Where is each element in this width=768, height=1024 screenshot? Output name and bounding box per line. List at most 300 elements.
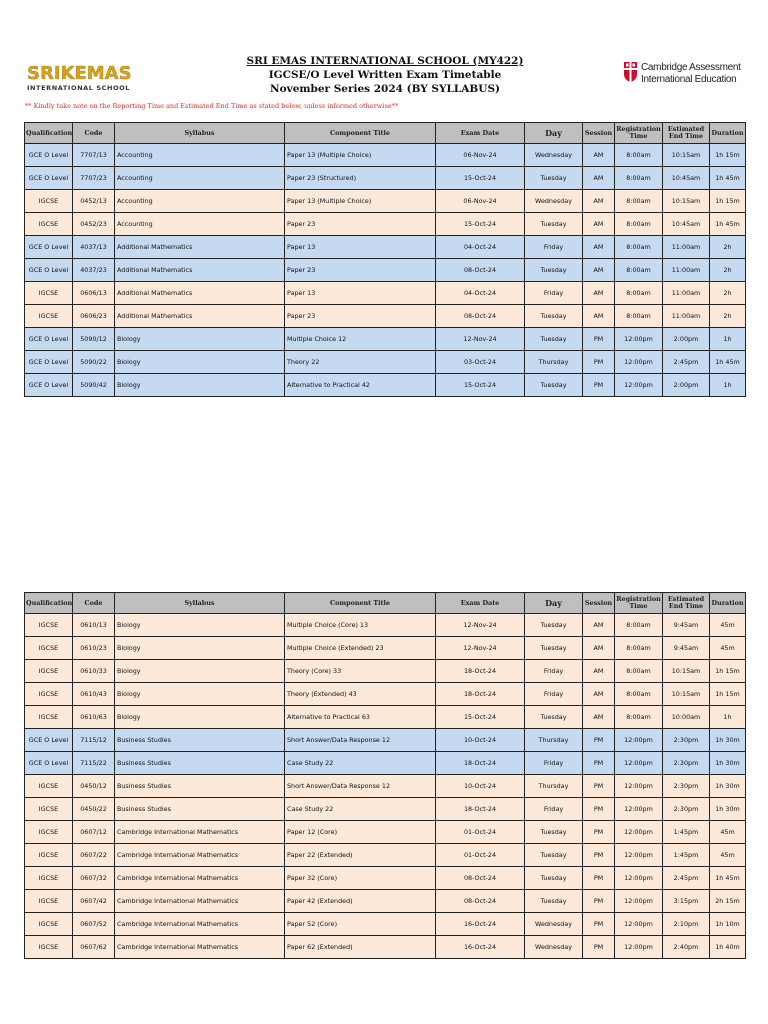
cell-code: 0607/52 [73, 913, 115, 936]
cell-code: 0610/63 [73, 706, 115, 729]
cell-day: Tuesday [525, 614, 583, 637]
cell-component-title: Multiple Choice (Core) 13 [285, 614, 436, 637]
school-name: SRI EMAS INTERNATIONAL SCHOOL (MY422) [246, 55, 524, 67]
cell-syllabus: Biology [115, 328, 285, 351]
table-row [25, 328, 746, 351]
cell-estimated-end-time: 10:15am [663, 683, 710, 706]
cell-exam-date: 01-Oct-24 [436, 821, 525, 844]
timetable-title: IGCSE/O Level Written Exam Timetable [268, 69, 502, 81]
cell-duration: 1h 10m [710, 913, 746, 936]
cell-session: PM [583, 328, 615, 351]
table-row [25, 167, 746, 190]
cell-estimated-end-time: 11:00am [663, 282, 710, 305]
cell-component-title: Paper 23 [285, 213, 436, 236]
cell-duration: 2h [710, 282, 746, 305]
cell-code: 0452/23 [73, 213, 115, 236]
cell-duration: 1h [710, 706, 746, 729]
cell-session: PM [583, 913, 615, 936]
cell-session: PM [583, 729, 615, 752]
cell-syllabus: Biology [115, 706, 285, 729]
cell-session: AM [583, 614, 615, 637]
document-header [200, 54, 570, 96]
cell-duration: 45m [710, 844, 746, 867]
cell-code: 4037/13 [73, 236, 115, 259]
cell-day: Tuesday [525, 844, 583, 867]
cell-estimated-end-time: 10:15am [663, 660, 710, 683]
cell-day: Tuesday [525, 328, 583, 351]
cell-estimated-end-time: 2:10pm [663, 913, 710, 936]
cell-estimated-end-time: 2:00pm [663, 328, 710, 351]
column-header-registration-time: Registration Time [615, 123, 663, 144]
cell-syllabus: Biology [115, 637, 285, 660]
timetable-table-2 [24, 592, 746, 959]
cell-session: PM [583, 351, 615, 374]
cell-estimated-end-time: 11:00am [663, 259, 710, 282]
cell-duration: 2h [710, 236, 746, 259]
cell-day: Tuesday [525, 259, 583, 282]
cell-exam-date: 08-Oct-24 [436, 259, 525, 282]
cell-day: Friday [525, 683, 583, 706]
cell-qualification: GCE O Level [25, 167, 73, 190]
cell-syllabus: Accounting [115, 213, 285, 236]
cambridge-logo-line1: Cambridge Assessment [641, 62, 741, 73]
cell-duration: 45m [710, 614, 746, 637]
cell-day: Tuesday [525, 374, 583, 397]
cell-estimated-end-time: 9:45am [663, 614, 710, 637]
cell-day: Tuesday [525, 305, 583, 328]
cell-session: PM [583, 867, 615, 890]
cell-registration-time: 12:00pm [615, 729, 663, 752]
cell-duration: 2h 15m [710, 890, 746, 913]
cell-syllabus: Cambridge International Mathematics [115, 890, 285, 913]
cell-day: Friday [525, 282, 583, 305]
cell-estimated-end-time: 11:00am [663, 305, 710, 328]
cell-syllabus: Cambridge International Mathematics [115, 936, 285, 959]
cell-registration-time: 8:00am [615, 190, 663, 213]
cell-exam-date: 15-Oct-24 [436, 213, 525, 236]
cell-component-title: Paper 13 (Multiple Choice) [285, 190, 436, 213]
cell-qualification: IGCSE [25, 798, 73, 821]
table-row [25, 683, 746, 706]
cell-exam-date: 18-Oct-24 [436, 683, 525, 706]
cell-estimated-end-time: 2:00pm [663, 374, 710, 397]
cell-registration-time: 8:00am [615, 614, 663, 637]
cell-syllabus: Business Studies [115, 752, 285, 775]
column-header-session: Session [583, 593, 615, 614]
cell-registration-time: 8:00am [615, 305, 663, 328]
cell-day: Wednesday [525, 913, 583, 936]
cell-registration-time: 12:00pm [615, 374, 663, 397]
column-header-duration: Duration [710, 123, 746, 144]
cambridge-shield-icon [624, 62, 637, 82]
table-row [25, 213, 746, 236]
cell-component-title: Paper 12 (Core) [285, 821, 436, 844]
cell-code: 0606/23 [73, 305, 115, 328]
cell-code: 0607/42 [73, 890, 115, 913]
cell-duration: 1h 15m [710, 660, 746, 683]
column-header-exam-date: Exam Date [436, 123, 525, 144]
cell-component-title: Alternative to Practical 63 [285, 706, 436, 729]
cell-day: Friday [525, 660, 583, 683]
cell-duration: 1h [710, 374, 746, 397]
table-row [25, 867, 746, 890]
cell-estimated-end-time: 2:40pm [663, 936, 710, 959]
cell-duration: 1h 15m [710, 144, 746, 167]
cell-day: Friday [525, 236, 583, 259]
cell-qualification: GCE O Level [25, 752, 73, 775]
cell-registration-time: 8:00am [615, 683, 663, 706]
cell-session: PM [583, 798, 615, 821]
cell-exam-date: 10-Oct-24 [436, 775, 525, 798]
cell-exam-date: 12-Nov-24 [436, 614, 525, 637]
cell-duration: 2h [710, 259, 746, 282]
table-row [25, 374, 746, 397]
cell-duration: 1h 45m [710, 867, 746, 890]
table-header-row [25, 123, 746, 144]
cell-session: AM [583, 683, 615, 706]
cell-registration-time: 8:00am [615, 282, 663, 305]
cell-code: 0607/22 [73, 844, 115, 867]
cell-session: AM [583, 190, 615, 213]
column-header-component-title: Component Title [285, 123, 436, 144]
cell-exam-date: 08-Oct-24 [436, 305, 525, 328]
table-body [25, 614, 746, 959]
table-row [25, 190, 746, 213]
cell-syllabus: Business Studies [115, 729, 285, 752]
cell-qualification: GCE O Level [25, 729, 73, 752]
cell-registration-time: 8:00am [615, 259, 663, 282]
cell-component-title: Theory (Extended) 43 [285, 683, 436, 706]
cell-exam-date: 18-Oct-24 [436, 798, 525, 821]
cell-session: AM [583, 259, 615, 282]
cell-exam-date: 06-Nov-24 [436, 190, 525, 213]
cell-day: Tuesday [525, 867, 583, 890]
cell-session: AM [583, 706, 615, 729]
cell-code: 4037/23 [73, 259, 115, 282]
cell-exam-date: 08-Oct-24 [436, 890, 525, 913]
cell-qualification: IGCSE [25, 190, 73, 213]
cell-component-title: Alternative to Practical 42 [285, 374, 436, 397]
cell-exam-date: 18-Oct-24 [436, 660, 525, 683]
column-header-duration: Duration [710, 593, 746, 614]
cell-duration: 45m [710, 637, 746, 660]
cell-code: 5090/12 [73, 328, 115, 351]
cell-estimated-end-time: 10:15am [663, 190, 710, 213]
cell-component-title: Case Study 22 [285, 798, 436, 821]
cell-component-title: Paper 13 [285, 236, 436, 259]
cell-syllabus: Biology [115, 374, 285, 397]
cell-estimated-end-time: 1:45pm [663, 844, 710, 867]
cell-exam-date: 15-Oct-24 [436, 374, 525, 397]
cell-day: Wednesday [525, 190, 583, 213]
column-header-qualification: Qualification [25, 123, 73, 144]
table-row [25, 844, 746, 867]
cell-session: PM [583, 844, 615, 867]
cell-syllabus: Cambridge International Mathematics [115, 821, 285, 844]
cell-duration: 1h 30m [710, 729, 746, 752]
cell-qualification: GCE O Level [25, 374, 73, 397]
cell-estimated-end-time: 2:30pm [663, 775, 710, 798]
cell-component-title: Multiple Choice 12 [285, 328, 436, 351]
cell-registration-time: 12:00pm [615, 936, 663, 959]
cell-qualification: IGCSE [25, 936, 73, 959]
column-header-estimated-end-time: Estimated End Time [663, 123, 710, 144]
table-row [25, 282, 746, 305]
cell-session: PM [583, 752, 615, 775]
cell-session: PM [583, 890, 615, 913]
cell-duration: 1h 45m [710, 351, 746, 374]
cell-registration-time: 8:00am [615, 144, 663, 167]
cell-qualification: IGCSE [25, 706, 73, 729]
cell-component-title: Paper 23 (Structured) [285, 167, 436, 190]
cell-estimated-end-time: 2:30pm [663, 729, 710, 752]
cell-syllabus: Biology [115, 351, 285, 374]
column-header-estimated-end-time: Estimated End Time [663, 593, 710, 614]
table-row [25, 305, 746, 328]
cell-code: 0450/22 [73, 798, 115, 821]
cell-qualification: IGCSE [25, 867, 73, 890]
cell-estimated-end-time: 10:45am [663, 167, 710, 190]
cell-registration-time: 8:00am [615, 660, 663, 683]
cell-syllabus: Cambridge International Mathematics [115, 844, 285, 867]
cell-qualification: IGCSE [25, 660, 73, 683]
table-row [25, 752, 746, 775]
cell-exam-date: 16-Oct-24 [436, 913, 525, 936]
cell-registration-time: 12:00pm [615, 913, 663, 936]
cell-exam-date: 06-Nov-24 [436, 144, 525, 167]
cell-exam-date: 18-Oct-24 [436, 752, 525, 775]
cell-session: AM [583, 144, 615, 167]
cell-exam-date: 15-Oct-24 [436, 706, 525, 729]
cell-qualification: IGCSE [25, 213, 73, 236]
table-row [25, 729, 746, 752]
cell-estimated-end-time: 3:15pm [663, 890, 710, 913]
cell-registration-time: 12:00pm [615, 351, 663, 374]
cell-code: 0607/32 [73, 867, 115, 890]
cell-session: PM [583, 775, 615, 798]
cell-code: 7115/22 [73, 752, 115, 775]
cell-session: PM [583, 374, 615, 397]
cell-component-title: Theory (Core) 33 [285, 660, 436, 683]
cell-syllabus: Additional Mathematics [115, 259, 285, 282]
column-header-registration-time: Registration Time [615, 593, 663, 614]
cell-code: 0606/13 [73, 282, 115, 305]
table-row [25, 144, 746, 167]
cell-registration-time: 12:00pm [615, 752, 663, 775]
cell-component-title: Paper 13 (Multiple Choice) [285, 144, 436, 167]
cell-qualification: GCE O Level [25, 236, 73, 259]
cell-code: 0610/23 [73, 637, 115, 660]
cell-estimated-end-time: 10:00am [663, 706, 710, 729]
cambridge-logo [624, 62, 744, 88]
cell-estimated-end-time: 2:45pm [663, 867, 710, 890]
cell-registration-time: 8:00am [615, 236, 663, 259]
cell-day: Wednesday [525, 144, 583, 167]
cell-component-title: Paper 62 (Extended) [285, 936, 436, 959]
cell-exam-date: 12-Nov-24 [436, 637, 525, 660]
cell-registration-time: 12:00pm [615, 328, 663, 351]
cell-qualification: IGCSE [25, 282, 73, 305]
cell-exam-date: 10-Oct-24 [436, 729, 525, 752]
table-row [25, 259, 746, 282]
cell-registration-time: 8:00am [615, 637, 663, 660]
cell-estimated-end-time: 2:45pm [663, 351, 710, 374]
cell-code: 0452/13 [73, 190, 115, 213]
table-row [25, 798, 746, 821]
cell-day: Tuesday [525, 167, 583, 190]
cell-qualification: GCE O Level [25, 328, 73, 351]
cell-qualification: IGCSE [25, 775, 73, 798]
column-header-day: Day [525, 593, 583, 614]
column-header-qualification: Qualification [25, 593, 73, 614]
cell-qualification: IGCSE [25, 683, 73, 706]
cell-registration-time: 12:00pm [615, 775, 663, 798]
cell-estimated-end-time: 2:30pm [663, 798, 710, 821]
cell-syllabus: Accounting [115, 167, 285, 190]
cell-duration: 1h 30m [710, 798, 746, 821]
cell-estimated-end-time: 9:45am [663, 637, 710, 660]
cell-exam-date: 01-Oct-24 [436, 844, 525, 867]
cell-session: AM [583, 660, 615, 683]
cell-day: Tuesday [525, 637, 583, 660]
cell-duration: 1h [710, 328, 746, 351]
cell-registration-time: 12:00pm [615, 821, 663, 844]
cell-session: PM [583, 821, 615, 844]
cell-registration-time: 12:00pm [615, 867, 663, 890]
table-row [25, 890, 746, 913]
series-title: November Series 2024 (BY SYLLABUS) [270, 83, 500, 95]
table-row [25, 913, 746, 936]
cell-component-title: Paper 22 (Extended) [285, 844, 436, 867]
cell-duration: 1h 30m [710, 775, 746, 798]
cell-code: 7707/13 [73, 144, 115, 167]
cell-registration-time: 12:00pm [615, 844, 663, 867]
cell-exam-date: 08-Oct-24 [436, 867, 525, 890]
cell-qualification: GCE O Level [25, 351, 73, 374]
cell-component-title: Theory 22 [285, 351, 436, 374]
cell-component-title: Case Study 22 [285, 752, 436, 775]
cell-day: Tuesday [525, 706, 583, 729]
cell-registration-time: 8:00am [615, 213, 663, 236]
cell-exam-date: 03-Oct-24 [436, 351, 525, 374]
cell-qualification: IGCSE [25, 637, 73, 660]
cell-component-title: Short Answer/Data Response 12 [285, 729, 436, 752]
cell-day: Thursday [525, 775, 583, 798]
cell-day: Friday [525, 798, 583, 821]
cell-component-title: Paper 23 [285, 259, 436, 282]
cell-session: AM [583, 167, 615, 190]
column-header-syllabus: Syllabus [115, 593, 285, 614]
cell-syllabus: Cambridge International Mathematics [115, 913, 285, 936]
cell-exam-date: 15-Oct-24 [436, 167, 525, 190]
cell-registration-time: 8:00am [615, 706, 663, 729]
cell-syllabus: Biology [115, 660, 285, 683]
cell-registration-time: 8:00am [615, 167, 663, 190]
cell-day: Thursday [525, 729, 583, 752]
cell-code: 5090/42 [73, 374, 115, 397]
cell-qualification: IGCSE [25, 913, 73, 936]
column-header-syllabus: Syllabus [115, 123, 285, 144]
cell-component-title: Paper 42 (Extended) [285, 890, 436, 913]
cell-code: 0450/12 [73, 775, 115, 798]
cell-duration: 1h 45m [710, 213, 746, 236]
cell-qualification: GCE O Level [25, 259, 73, 282]
table-row [25, 706, 746, 729]
cell-syllabus: Additional Mathematics [115, 236, 285, 259]
table-row [25, 236, 746, 259]
cell-registration-time: 12:00pm [615, 890, 663, 913]
school-logo-subtitle: INTERNATIONAL SCHOOL [27, 84, 131, 92]
cell-code: 7707/23 [73, 167, 115, 190]
cell-session: PM [583, 936, 615, 959]
cell-qualification: IGCSE [25, 614, 73, 637]
cell-duration: 2h [710, 305, 746, 328]
cell-day: Tuesday [525, 821, 583, 844]
cell-qualification: GCE O Level [25, 144, 73, 167]
cell-session: AM [583, 637, 615, 660]
cell-estimated-end-time: 1:45pm [663, 821, 710, 844]
cell-day: Friday [525, 752, 583, 775]
cell-component-title: Paper 32 (Core) [285, 867, 436, 890]
school-logo [27, 64, 132, 96]
table-row [25, 936, 746, 959]
cell-code: 0607/62 [73, 936, 115, 959]
cell-qualification: IGCSE [25, 821, 73, 844]
cell-day: Tuesday [525, 890, 583, 913]
table-row [25, 821, 746, 844]
column-header-session: Session [583, 123, 615, 144]
cell-syllabus: Biology [115, 683, 285, 706]
cell-estimated-end-time: 11:00am [663, 236, 710, 259]
cambridge-logo-line2: International Education [641, 74, 737, 85]
cell-day: Thursday [525, 351, 583, 374]
cell-registration-time: 12:00pm [615, 798, 663, 821]
cell-qualification: IGCSE [25, 305, 73, 328]
cell-duration: 1h 15m [710, 683, 746, 706]
cell-component-title: Paper 52 (Core) [285, 913, 436, 936]
cell-session: AM [583, 213, 615, 236]
cell-session: AM [583, 305, 615, 328]
cell-duration: 45m [710, 821, 746, 844]
timetable-table-1 [24, 122, 746, 397]
cell-session: AM [583, 236, 615, 259]
cell-qualification: IGCSE [25, 890, 73, 913]
cell-exam-date: 04-Oct-24 [436, 236, 525, 259]
cell-duration: 1h 45m [710, 167, 746, 190]
cell-exam-date: 16-Oct-24 [436, 936, 525, 959]
cell-syllabus: Business Studies [115, 798, 285, 821]
cell-syllabus: Cambridge International Mathematics [115, 867, 285, 890]
cell-code: 7115/12 [73, 729, 115, 752]
cell-code: 0610/43 [73, 683, 115, 706]
cell-syllabus: Additional Mathematics [115, 282, 285, 305]
cell-code: 0610/13 [73, 614, 115, 637]
cell-duration: 1h 15m [710, 190, 746, 213]
cell-component-title: Paper 23 [285, 305, 436, 328]
cell-component-title: Paper 13 [285, 282, 436, 305]
column-header-component-title: Component Title [285, 593, 436, 614]
cell-syllabus: Accounting [115, 190, 285, 213]
column-header-day: Day [525, 123, 583, 144]
cell-estimated-end-time: 10:15am [663, 144, 710, 167]
column-header-code: Code [73, 593, 115, 614]
cell-duration: 1h 30m [710, 752, 746, 775]
cambridge-logo-text [641, 62, 741, 86]
table-row [25, 614, 746, 637]
cell-code: 0607/12 [73, 821, 115, 844]
table-header-row [25, 593, 746, 614]
cell-syllabus: Additional Mathematics [115, 305, 285, 328]
